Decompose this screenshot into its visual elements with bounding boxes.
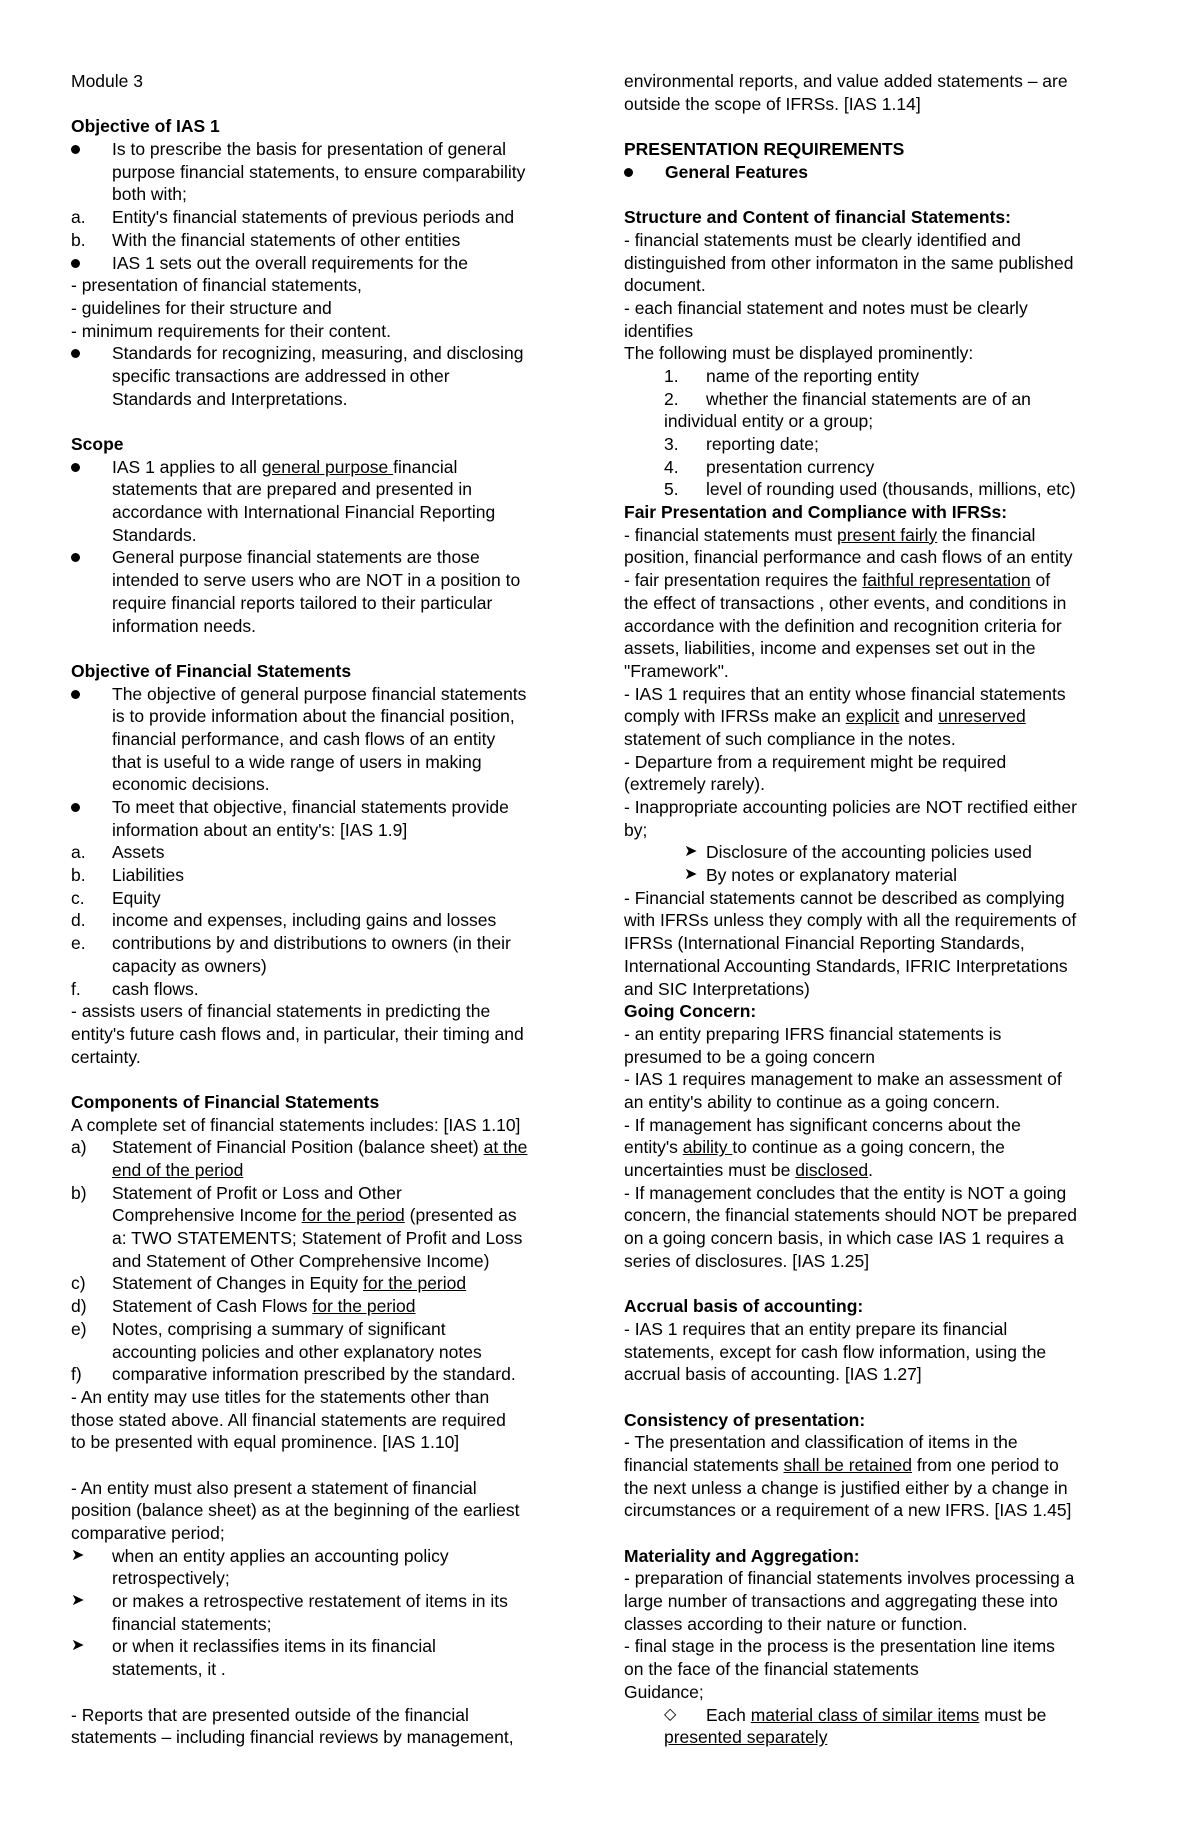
text-line: financial statements shall be retained from one period to — [624, 1454, 1059, 1475]
text-line: - Inappropriate accounting policies are NOT rectified either — [624, 797, 1077, 817]
list-item: 2. whether the financial statements are of an — [664, 388, 1031, 409]
arrow-bullet-icon: ➤ — [684, 843, 698, 861]
list-item: b. Liabilities — [71, 865, 184, 886]
list-item: e. contributions by and distributions to owners (in their — [71, 933, 511, 954]
text-line: information about an entity's: [IAS 1.9] — [112, 819, 408, 840]
heading-materiality: Materiality and Aggregation: — [624, 1545, 860, 1566]
text-line: - An entity must also present a statement of financial — [71, 1477, 477, 1498]
text-line: a: TWO STATEMENTS; Statement of Profit and Loss — [112, 1228, 523, 1249]
text-line: Standards. — [112, 524, 197, 545]
arrow-item: ➤ when an entity applies an accounting policy — [71, 1545, 449, 1566]
text-line: accounting policies and other explanatory notes — [112, 1341, 482, 1362]
heading-consistency: Consistency of presentation: — [624, 1409, 866, 1430]
text-line: - An entity may use titles for the statements other than — [71, 1386, 490, 1407]
text-line: Comprehensive Income for the period (presented as — [112, 1205, 517, 1226]
text-line: circumstances or a requirement of a new IFRS. [IAS 1.45] — [624, 1500, 1072, 1521]
text-line: on the face of the financial statements — [624, 1659, 919, 1680]
list-item: 5. level of rounding used (thousands, millions, etc) — [664, 479, 1076, 500]
diamond-bullet-icon: ◇ — [664, 1705, 677, 1723]
text-line: - The presentation and classification of items in the — [624, 1432, 1018, 1453]
bullet-icon — [71, 690, 80, 699]
text-line: is to provide information about the financial position, — [112, 706, 515, 727]
list-item: d. income and expenses, including gains and losses — [71, 910, 497, 931]
text-line: (extremely rarely). — [624, 774, 765, 795]
text-line: - Financial statements cannot be described as complying — [624, 887, 1065, 908]
bullet-item: IAS 1 applies to all general purpose financial — [71, 456, 581, 479]
text-line: retrospectively; — [112, 1568, 230, 1589]
text-line: entity's ability to continue as a going concern, the — [624, 1137, 1005, 1158]
text-line: environmental reports, and value added statements – are — [624, 71, 1068, 91]
heading-objective-fs: Objective of Financial Statements — [71, 660, 352, 681]
heading-accrual: Accrual basis of accounting: — [624, 1296, 864, 1317]
text-line: identifies — [624, 320, 694, 341]
text-line: The following must be displayed prominently: — [624, 343, 974, 364]
bullet-icon — [71, 349, 80, 358]
text-line: information needs. — [112, 615, 256, 636]
left-column — [71, 70, 581, 1749]
text-line: the next unless a change is justified either by a change in — [624, 1477, 1068, 1498]
list-item: a. Entity's financial statements of previous periods and — [71, 207, 515, 228]
text-line: A complete set of financial statements includes: [IAS 1.10] — [71, 1114, 521, 1135]
text-line: - IAS 1 requires management to make an assessment of — [624, 1069, 1062, 1090]
text-line: the effect of transactions , other events, and conditions in — [624, 592, 1067, 613]
text-line: capacity as owners) — [112, 955, 267, 976]
text-line: presented separately — [664, 1727, 828, 1748]
text-line: intended to serve users who are NOT in a position to — [112, 570, 521, 591]
text-line: with IFRSs unless they comply with all the requirements of — [624, 910, 1077, 931]
list-item: f) comparative information prescribed by the standard. — [71, 1364, 516, 1385]
arrow-item: ➤ By notes or explanatory material — [684, 865, 957, 886]
text-line: both with; — [112, 184, 187, 205]
arrow-bullet-icon: ➤ — [71, 1637, 85, 1655]
text-line: statements, except for cash flow information, using the — [624, 1341, 1047, 1362]
text-line: - IAS 1 requires that an entity prepare its financial — [624, 1318, 1008, 1339]
text-line: - minimum requirements for their content. — [71, 320, 391, 341]
list-item: f. cash flows. — [71, 978, 199, 999]
bullet-icon — [71, 553, 80, 562]
text-line: statement of such compliance in the notes. — [624, 728, 956, 749]
bullet-icon — [71, 803, 80, 812]
arrow-bullet-icon: ➤ — [71, 1592, 85, 1610]
text-line: - presentation of financial statements, — [71, 275, 362, 296]
heading-fair-presentation: Fair Presentation and Compliance with IFRSs: — [624, 502, 1008, 523]
text-line: - If management has significant concerns about the — [624, 1114, 1021, 1135]
heading-scope: Scope — [71, 434, 124, 454]
module-title: Module 3 — [71, 71, 143, 91]
text-line: classes according to their nature or function. — [624, 1613, 968, 1634]
text-line: statements, it . — [112, 1659, 226, 1680]
text-line: purpose financial statements, to ensure comparability — [112, 161, 526, 182]
text-line: - assists users of financial statements in predicting the — [71, 1001, 491, 1022]
text-line: certainty. — [71, 1046, 141, 1067]
text-line: comparative period; — [71, 1523, 225, 1543]
heading-going-concern: Going Concern: — [624, 1001, 757, 1022]
text-line: assets, liabilities, income and expenses set out in the — [624, 638, 1036, 659]
right-column — [624, 70, 1134, 1749]
text-line: - Reports that are presented outside of the financial — [71, 1704, 469, 1725]
bullet-item: The objective of general purpose financial statements — [71, 683, 581, 706]
list-item: c. Equity — [71, 887, 161, 908]
arrow-item: ➤ Disclosure of the accounting policies used — [684, 842, 1032, 863]
list-item: c) Statement of Changes in Equity for the period — [71, 1273, 467, 1294]
text-line: economic decisions. — [112, 774, 270, 795]
text-line: accrual basis of accounting. [IAS 1.27] — [624, 1364, 922, 1385]
text-line: presumed to be a going concern — [624, 1046, 875, 1067]
bullet-item: General Features — [624, 161, 1134, 184]
bullet-item: To meet that objective, financial statements provide — [71, 796, 581, 819]
text-line: specific transactions are addressed in other — [112, 365, 450, 386]
heading-objective-ias1: Objective of IAS 1 — [71, 116, 220, 137]
text-line: - financial statements must be clearly identified and — [624, 229, 1021, 250]
bullet-item: IAS 1 sets out the overall requirements for the — [71, 252, 581, 275]
text-line: those stated above. All financial statements are required — [71, 1409, 506, 1430]
text-line: that is useful to a wide range of users in making — [112, 751, 482, 772]
list-item: d) Statement of Cash Flows for the period — [71, 1296, 416, 1317]
text-line: statements – including financial reviews by management, — [71, 1727, 514, 1748]
text-line: require financial reports tailored to their particular — [112, 592, 493, 613]
list-item: a. Assets — [71, 842, 165, 863]
text-line: entity's future cash flows and, in particular, their timing and — [71, 1023, 524, 1044]
text-line: by; — [624, 819, 648, 840]
text-line: outside the scope of IFRSs. [IAS 1.14] — [624, 93, 921, 114]
text-line: an entity's ability to continue as a going concern. — [624, 1091, 1000, 1112]
bullet-icon — [71, 259, 80, 268]
text-line: distinguished from other informaton in the same published — [624, 252, 1074, 273]
heading-components: Components of Financial Statements — [71, 1091, 380, 1112]
text-line: large number of transactions and aggregating these into — [624, 1591, 1058, 1612]
text-line: accordance with International Financial Reporting — [112, 502, 496, 523]
bullet-item: General purpose financial statements are those — [71, 546, 581, 569]
text-line: and Statement of Other Comprehensive Income) — [112, 1250, 490, 1271]
list-item: 3. reporting date; — [664, 434, 819, 454]
text-line: - IAS 1 requires that an entity whose financial statements — [624, 683, 1066, 704]
list-item: a) Statement of Financial Position (balance sheet) at the — [71, 1137, 528, 1158]
text-line: IFRSs (International Financial Reporting Standards, — [624, 933, 1025, 954]
diamond-item: ◇ Each material class of similar items must be — [664, 1704, 1047, 1725]
text-line: "Framework". — [624, 660, 729, 681]
text-line: statements that are prepared and presented in — [112, 479, 472, 500]
bullet-icon — [71, 145, 80, 154]
text-line: individual entity or a group; — [664, 411, 874, 432]
arrow-bullet-icon: ➤ — [71, 1546, 85, 1564]
heading-presentation-requirements: PRESENTATION REQUIREMENTS — [624, 139, 905, 160]
text-line: financial statements; — [112, 1613, 272, 1634]
text-line: position, financial performance and cash flows of an entity — [624, 547, 1073, 568]
text-line: - an entity preparing IFRS financial statements is — [624, 1023, 1002, 1044]
text-line: document. — [624, 275, 706, 296]
text-line: series of disclosures. [IAS 1.25] — [624, 1250, 870, 1271]
text-line: and SIC Interpretations) — [624, 978, 810, 999]
text-line: accordance with the definition and recognition criteria for — [624, 615, 1062, 636]
text-line: Standards and Interpretations. — [112, 388, 348, 409]
text-line: - fair presentation requires the faithful representation of — [624, 570, 1051, 591]
bullet-item: Is to prescribe the basis for presentation of general — [71, 138, 581, 161]
text-line: International Accounting Standards, IFRIC Interpretations — [624, 955, 1068, 976]
bullet-item: Standards for recognizing, measuring, and disclosing — [71, 342, 581, 365]
bullet-icon — [624, 168, 633, 177]
arrow-bullet-icon: ➤ — [684, 866, 698, 884]
text-line: uncertainties must be disclosed. — [624, 1160, 874, 1180]
text-line: Guidance; — [624, 1681, 704, 1702]
list-item: 4. presentation currency — [664, 456, 875, 477]
text-line: position (balance sheet) as at the beginning of the earliest — [71, 1500, 520, 1521]
text-line: - each financial statement and notes must be clearly — [624, 297, 1028, 318]
list-item: e) Notes, comprising a summary of significant — [71, 1318, 446, 1339]
text-line: to be presented with equal prominence. [IAS 1.10] — [71, 1432, 460, 1453]
text-line: - preparation of financial statements involves processing a — [624, 1568, 1075, 1589]
text-line: comply with IFRSs make an explicit and unreserved — [624, 706, 1026, 727]
text-line: - final stage in the process is the presentation line items — [624, 1636, 1055, 1657]
list-item: b) Statement of Profit or Loss and Other — [71, 1182, 402, 1203]
heading-structure: Structure and Content of financial Statements: — [624, 207, 1011, 228]
text-line: - If management concludes that the entity is NOT a going — [624, 1182, 1067, 1203]
arrow-item: ➤ or makes a retrospective restatement of items in its — [71, 1591, 508, 1612]
list-item: b. With the financial statements of other entities — [71, 229, 461, 250]
text-line: on a going concern basis, in which case IAS 1 requires a — [624, 1228, 1064, 1249]
text-line: - financial statements must present fairly the financial — [624, 524, 1036, 545]
list-item: 1. name of the reporting entity — [664, 365, 920, 386]
text-line: - Departure from a requirement might be required — [624, 751, 1007, 772]
text-line: - guidelines for their structure and — [71, 297, 332, 318]
bullet-icon — [71, 463, 80, 472]
text-line: end of the period — [112, 1160, 244, 1180]
text-line: financial performance, and cash flows of an entity — [112, 728, 496, 749]
text-line: concern, the financial statements should NOT be prepared — [624, 1205, 1077, 1226]
arrow-item: ➤ or when it reclassifies items in its financial — [71, 1636, 436, 1657]
